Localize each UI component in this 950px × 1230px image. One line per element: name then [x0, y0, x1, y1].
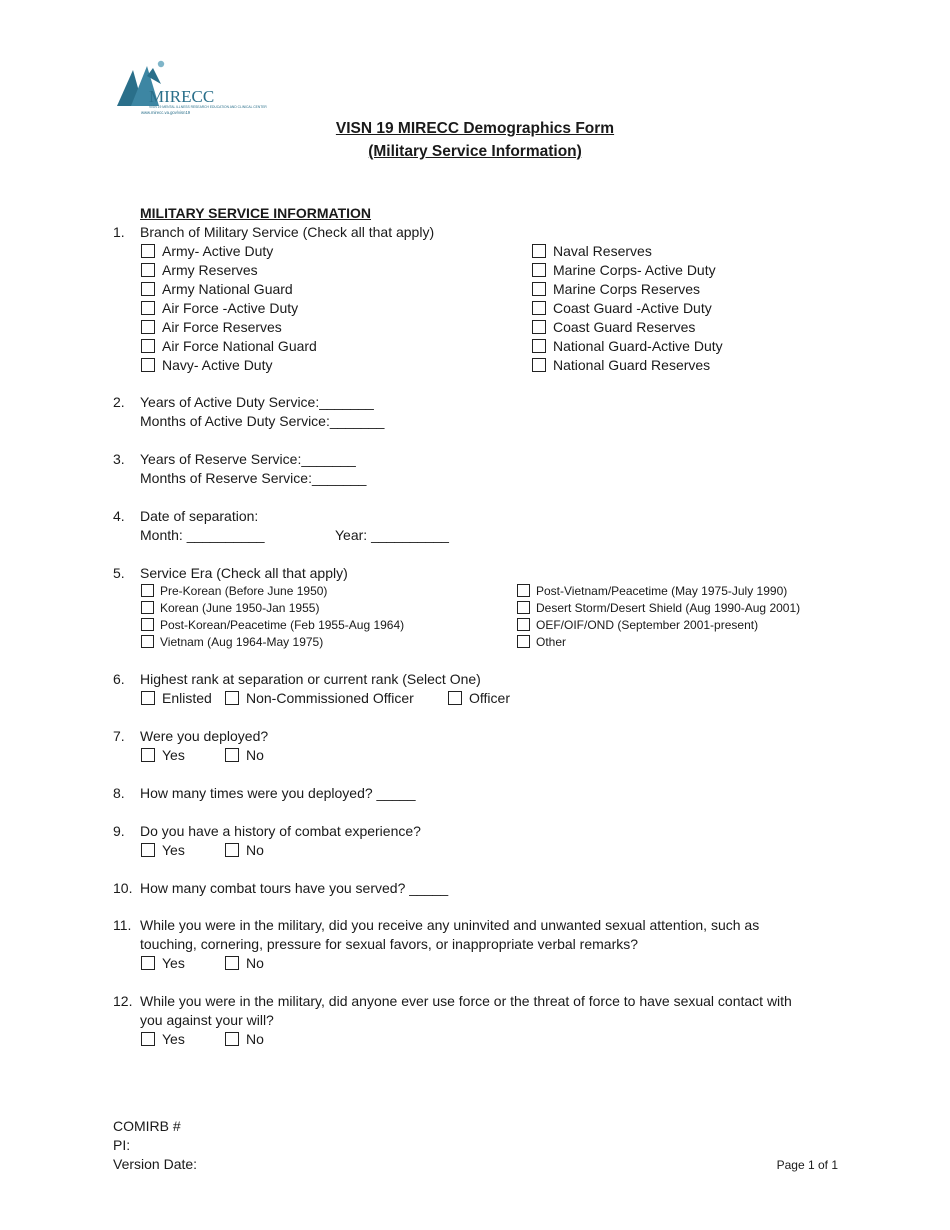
q12-text-line2: you against your will? [140, 1012, 274, 1028]
checkbox[interactable] [532, 263, 546, 277]
q5-number: 5. [113, 565, 125, 581]
q4-year-field[interactable]: Year: __________ [335, 527, 449, 543]
option-label: Vietnam (Aug 1964-May 1975) [160, 635, 324, 649]
option-label: National Guard Reserves [553, 357, 711, 373]
checkbox[interactable] [141, 282, 155, 296]
checkbox-option[interactable] [141, 356, 272, 375]
checkbox-option[interactable] [532, 261, 716, 280]
checkbox[interactable] [225, 956, 239, 970]
q12-text-line1: While you were in the military, did anyone ever use force or the threat of force to have sexual contact with [140, 993, 792, 1009]
checkbox-option[interactable] [517, 583, 787, 600]
q6-option-nco[interactable] [225, 689, 414, 708]
q9-option-no[interactable] [225, 841, 264, 860]
option-label: Navy- Active Duty [162, 357, 273, 373]
option-label: Marine Corps- Active Duty [553, 262, 716, 278]
option-label: Army Reserves [162, 262, 258, 278]
checkbox-option[interactable] [517, 600, 800, 617]
option-label: Coast Guard -Active Duty [553, 300, 712, 316]
option-label: Enlisted [162, 690, 212, 706]
q6-text: Highest rank at separation or current rank (Select One) [140, 671, 481, 687]
checkbox-option[interactable] [141, 242, 273, 261]
checkbox-option[interactable] [532, 337, 723, 356]
option-label: Army- Active Duty [162, 243, 274, 259]
q12-number: 12. [113, 993, 133, 1009]
checkbox[interactable] [141, 584, 154, 597]
checkbox-option[interactable] [141, 600, 319, 617]
mirecc-logo-mark [113, 58, 267, 118]
q2-years-field[interactable]: Years of Active Duty Service:_______ [140, 394, 374, 410]
option-label: Army National Guard [162, 281, 293, 297]
option-label: Naval Reserves [553, 243, 652, 259]
option-label: Non-Commissioned Officer [246, 690, 414, 706]
option-label: Air Force -Active Duty [162, 300, 299, 316]
q1-number: 1. [113, 224, 125, 240]
checkbox[interactable] [532, 301, 546, 315]
q9-option-yes[interactable] [141, 841, 185, 860]
q4-number: 4. [113, 508, 125, 524]
q8-field[interactable]: How many times were you deployed? _____ [140, 785, 416, 801]
checkbox-option[interactable] [532, 356, 710, 375]
q12-option-no[interactable] [225, 1030, 264, 1049]
q9-text: Do you have a history of combat experience? [140, 823, 421, 839]
checkbox[interactable] [141, 601, 154, 614]
q6-number: 6. [113, 671, 125, 687]
checkbox-option[interactable] [141, 337, 317, 356]
footer-version-date: Version Date: [113, 1156, 198, 1172]
option-label: Yes [162, 747, 185, 763]
option-label: Officer [469, 690, 510, 706]
option-label: Post-Vietnam/Peacetime (May 1975-July 1990) [536, 584, 788, 598]
q7-text: Were you deployed? [140, 728, 269, 744]
checkbox-option[interactable] [532, 318, 695, 337]
option-label: National Guard-Active Duty [553, 338, 723, 354]
option-label: OEF/OIF/OND (September 2001-present) [536, 618, 759, 632]
checkbox-option[interactable] [141, 318, 282, 337]
logo-name: MIRECC [149, 87, 215, 106]
option-label: No [246, 747, 264, 763]
checkbox[interactable] [141, 635, 154, 648]
q9-number: 9. [113, 823, 125, 839]
q12-option-yes[interactable] [141, 1030, 185, 1049]
q10-field[interactable]: How many combat tours have you served? _____ [140, 880, 449, 896]
checkbox-option[interactable] [141, 261, 258, 280]
option-label: Yes [162, 955, 185, 971]
checkbox[interactable] [141, 320, 155, 334]
q11-number: 11. [113, 917, 132, 933]
option-label: Post-Korean/Peacetime (Feb 1955-Aug 1964) [160, 618, 405, 632]
q11-option-no[interactable] [225, 954, 264, 973]
checkbox[interactable] [517, 584, 530, 597]
q3-number: 3. [113, 451, 125, 467]
q10-number: 10. [113, 880, 133, 896]
checkbox-option[interactable] [517, 634, 566, 651]
q8-number: 8. [113, 785, 125, 801]
logo-tagline: VISN 19 MENTAL ILLNESS RESEARCH EDUCATION AND CLINICAL CENTER [149, 105, 267, 109]
option-label: Yes [162, 842, 185, 858]
q3-years-field[interactable]: Years of Reserve Service:_______ [140, 451, 356, 467]
option-label: Other [536, 635, 567, 649]
mirecc-logo [113, 58, 267, 118]
checkbox-option[interactable] [141, 634, 323, 651]
checkbox[interactable] [448, 691, 462, 705]
checkbox[interactable] [141, 956, 155, 970]
checkbox[interactable] [141, 691, 155, 705]
checkbox-option[interactable] [141, 280, 293, 299]
checkbox[interactable] [532, 339, 546, 353]
q5-text: Service Era (Check all that apply) [140, 565, 348, 581]
q7-option-yes[interactable] [141, 746, 185, 765]
checkbox[interactable] [141, 244, 155, 258]
footer-pi: PI: [113, 1137, 131, 1153]
q11-text-line2: touching, cornering, pressure for sexual favors, or inappropriate verbal remarks? [140, 936, 639, 952]
option-label: Korean (June 1950-Jan 1955) [160, 601, 320, 615]
q7-option-no[interactable] [225, 746, 264, 765]
checkbox[interactable] [517, 601, 530, 614]
footer-page-number: Page 1 of 1 [776, 1158, 838, 1172]
option-label: Yes [162, 1031, 185, 1047]
checkbox[interactable] [225, 1032, 239, 1046]
q4-text: Date of separation: [140, 508, 259, 524]
checkbox[interactable] [141, 339, 155, 353]
footer-comirb: COMIRB # [113, 1118, 181, 1134]
checkbox-option[interactable] [141, 299, 298, 318]
checkbox[interactable] [517, 618, 530, 631]
q3-months-field[interactable]: Months of Reserve Service:_______ [140, 470, 367, 486]
form-subtitle: (Military Service Information) [368, 143, 582, 160]
q11-text-line1: While you were in the military, did you receive any uninvited and unwanted sexual attention, such as [140, 917, 760, 933]
checkbox[interactable] [141, 358, 155, 372]
option-label: No [246, 842, 264, 858]
option-label: Pre-Korean (Before June 1950) [160, 584, 328, 598]
q6-option-enlisted[interactable] [141, 689, 212, 708]
checkbox[interactable] [225, 843, 239, 857]
checkbox[interactable] [532, 282, 546, 296]
q1-text: Branch of Military Service (Check all that apply) [140, 224, 435, 240]
checkbox[interactable] [517, 635, 530, 648]
checkbox-option[interactable] [532, 280, 700, 299]
q4-month-field[interactable]: Month: __________ [140, 527, 265, 543]
checkbox[interactable] [141, 618, 154, 631]
q7-number: 7. [113, 728, 125, 744]
checkbox-option[interactable] [532, 299, 712, 318]
option-label: Coast Guard Reserves [553, 319, 696, 335]
checkbox-option[interactable] [141, 617, 404, 634]
checkbox[interactable] [141, 1032, 155, 1046]
checkbox-option[interactable] [141, 583, 327, 600]
option-label: Air Force Reserves [162, 319, 282, 335]
checkbox-option[interactable] [517, 617, 758, 634]
q2-number: 2. [113, 394, 125, 410]
checkbox[interactable] [532, 358, 546, 372]
option-label: No [246, 1031, 264, 1047]
form-title: VISN 19 MIRECC Demographics Form [335, 120, 615, 137]
option-label: Air Force National Guard [162, 338, 317, 354]
checkbox[interactable] [141, 843, 155, 857]
checkbox-option[interactable] [532, 242, 652, 261]
option-label: Marine Corps Reserves [553, 281, 701, 297]
q11-option-yes[interactable] [141, 954, 185, 973]
checkbox[interactable] [225, 748, 239, 762]
checkbox[interactable] [532, 320, 546, 334]
q6-option-officer[interactable] [448, 689, 510, 708]
section-heading: MILITARY SERVICE INFORMATION [140, 205, 372, 221]
checkbox[interactable] [141, 263, 155, 277]
option-label: Desert Storm/Desert Shield (Aug 1990-Aug 2001) [536, 601, 801, 615]
option-label: No [246, 955, 264, 971]
logo-url: www.mirecc.va.gov/visn19 [141, 110, 191, 115]
checkbox[interactable] [141, 748, 155, 762]
q2-months-field[interactable]: Months of Active Duty Service:_______ [140, 413, 385, 429]
checkbox[interactable] [532, 244, 546, 258]
checkbox[interactable] [141, 301, 155, 315]
checkbox[interactable] [225, 691, 239, 705]
